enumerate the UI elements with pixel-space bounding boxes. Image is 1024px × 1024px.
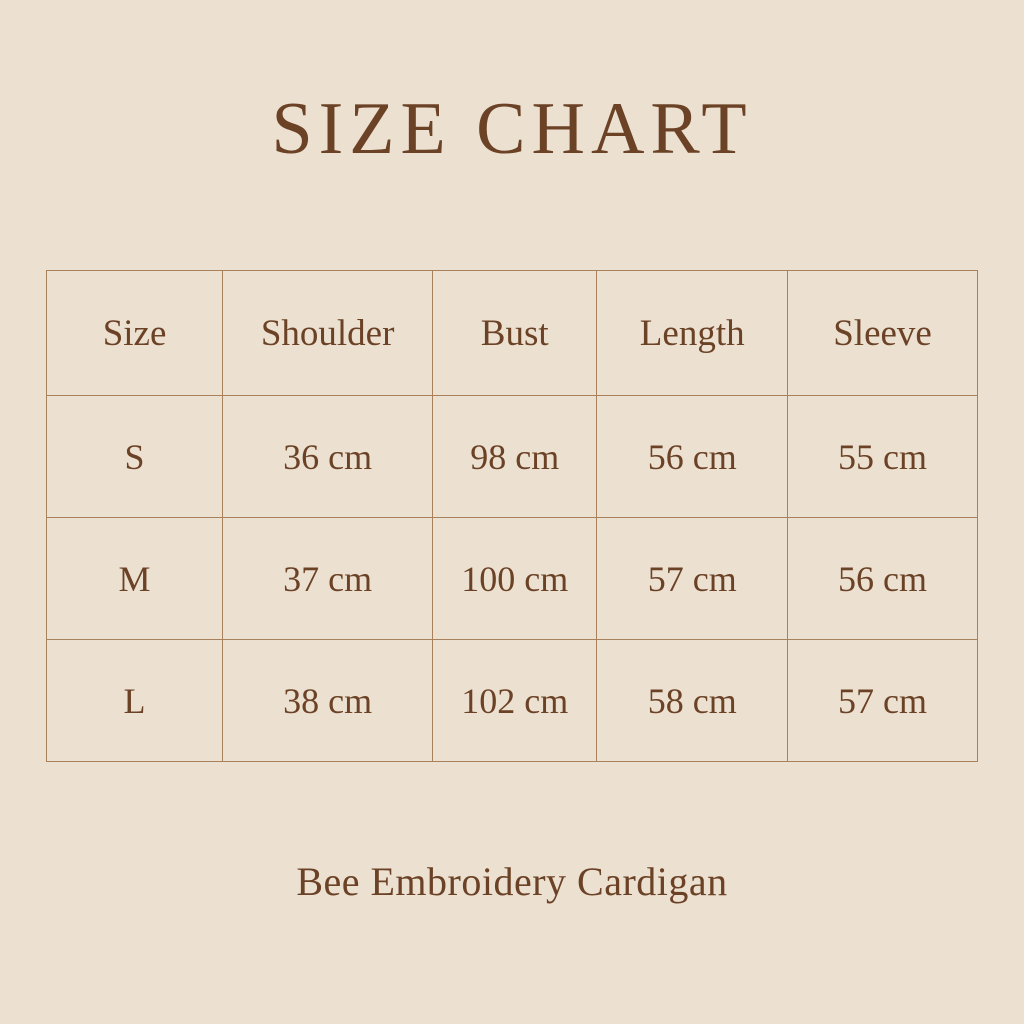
cell-size: S <box>47 396 223 518</box>
cell-size: L <box>47 640 223 762</box>
cell-sleeve: 56 cm <box>788 518 978 640</box>
cell-sleeve: 57 cm <box>788 640 978 762</box>
table-header <box>47 271 978 396</box>
cell-sleeve: 55 cm <box>788 396 978 518</box>
cell-shoulder: 38 cm <box>223 640 433 762</box>
cell-bust: 98 cm <box>433 396 597 518</box>
table-row <box>47 518 978 640</box>
cell-bust: 102 cm <box>433 640 597 762</box>
table-header-row <box>47 271 978 396</box>
size-table <box>46 270 978 762</box>
cell-size: M <box>47 518 223 640</box>
column-header-length: Length <box>597 271 788 396</box>
cell-length: 57 cm <box>597 518 788 640</box>
cell-shoulder: 36 cm <box>223 396 433 518</box>
table-body <box>47 396 978 762</box>
table-row <box>47 396 978 518</box>
cell-length: 56 cm <box>597 396 788 518</box>
cell-bust: 100 cm <box>433 518 597 640</box>
column-header-size: Size <box>47 271 223 396</box>
column-header-sleeve: Sleeve <box>788 271 978 396</box>
cell-shoulder: 37 cm <box>223 518 433 640</box>
size-table-container <box>46 270 978 762</box>
column-header-shoulder: Shoulder <box>223 271 433 396</box>
table-row <box>47 640 978 762</box>
cell-length: 58 cm <box>597 640 788 762</box>
column-header-bust: Bust <box>433 271 597 396</box>
page-title: SIZE CHART <box>271 88 753 170</box>
product-name: Bee Embroidery Cardigan <box>296 859 728 904</box>
